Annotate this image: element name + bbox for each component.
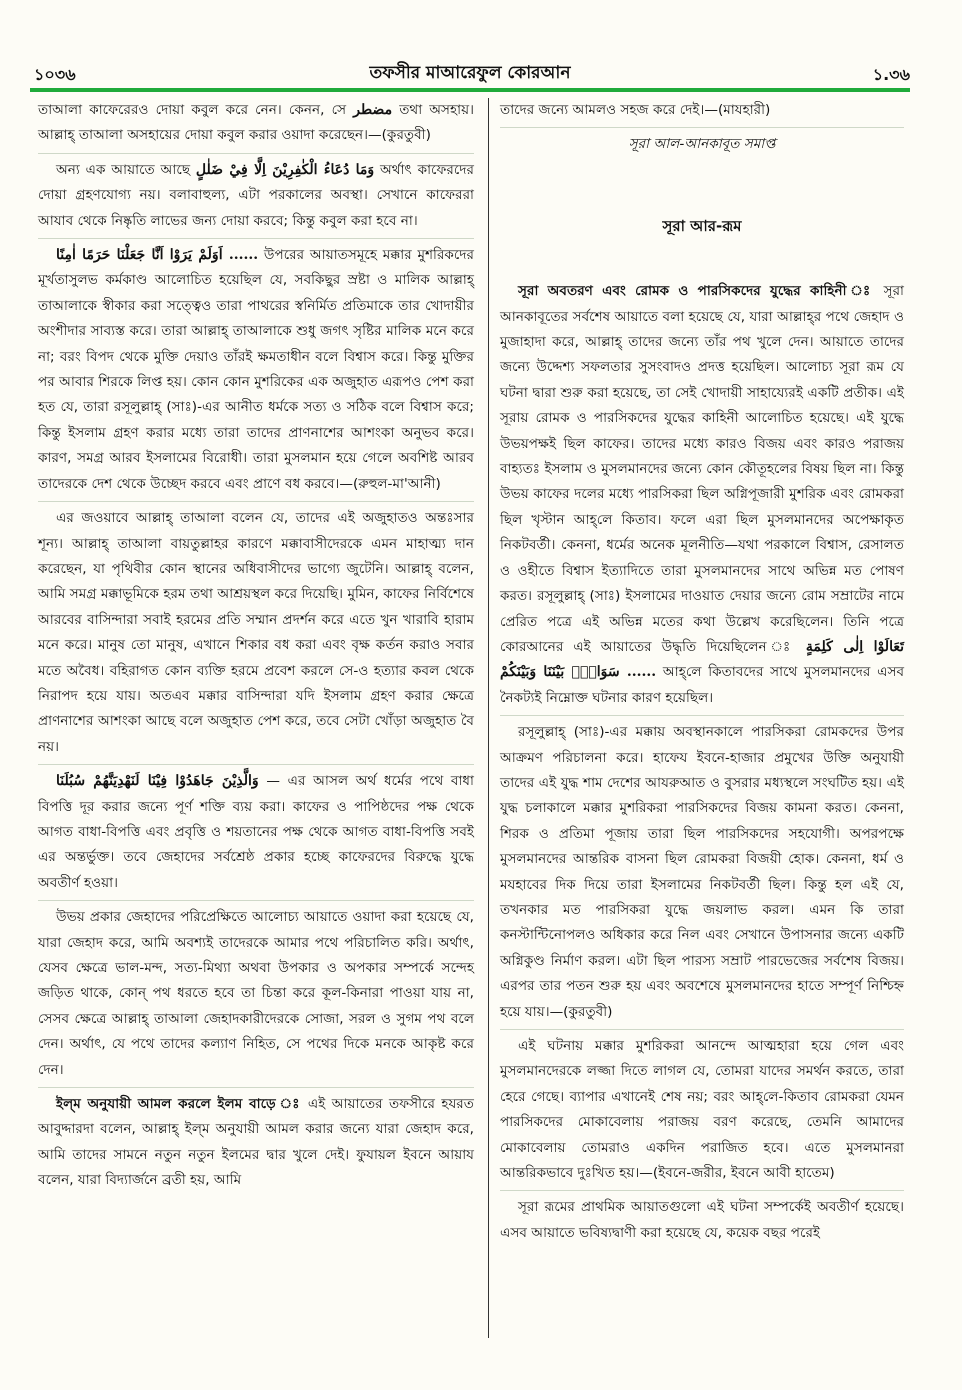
surah-title: সূরা আর-রূম: [662, 216, 742, 235]
text: অন্য এক আয়াতে আছে: [56, 161, 191, 178]
paragraph: [38, 905, 474, 1088]
book-title: তফসীর মাআরেফুল কোরআন: [369, 63, 571, 83]
text: তাআলা কাফেরেরও দোয়া কবুল করে নেন। কেনন, সে: [38, 102, 347, 118]
column-divider: [488, 98, 489, 1338]
text: এই আয়াতের তফসীরে হযরত আবুদ্দারদা বলেন, আল্লাহ্ ইল্‌ম অনুযায়ী আমল করার জন্যে যারা জেহাদ করে, আমি তাদের সামনে নতুন নতুন ইলমের দ্বার খুলে দেই। ফুযায়ল ইবনে আয়ায বলেন, যারা বিদ্যার্জনে ব্রতী হয়, আমি: [38, 1096, 474, 1189]
paragraph: [38, 1092, 474, 1198]
paragraph: [500, 279, 904, 716]
text: এর জওয়াবে আল্লাহ্ তাআলা বলেন যে, তাদের এই অজুহাতও অন্তঃসার শূন্য। আল্লাহ্ তাআলা বায়তুল্লাহর কারণে মক্কাবাসীদেরকে এমন মাহাত্ম্য দান করেছেন, যা পৃথিবীর কোন স্থানের অধিবাসীদের ভাগ্যে জুটেনি। আল্লাহ্ বলেন, আমি সমগ্র মক্কাভূমিকে হরম তথা আশ্রয়স্থল করে দিয়েছি। মুমিন, কাফের নির্বিশেষে আরবের বাসিন্দারা সবাই হরমের প্রতি সম্মান প্রদর্শন করে এতে খুন খারাবি হারাম মনে করে। মানুষ তো মানুষ, এখানে শিকার বধ করা এবং বৃক্ষ কর্তন করাও সবার মতে অবৈধ। বহিরাগত কোন ব্যক্তি হরমে প্রবেশ করলে সে-ও হত্যার কবল থেকে নিরাপদ হয়ে যায়। অতএব মক্কার বাসিন্দারা যদি ইসলাম গ্রহণ করার ক্ষেত্রে প্রাণনাশের আশংকা আছে বলে অজুহাত পেশ করে, তবে সেটা খোঁড়া অজুহাত বৈ নয়।: [38, 510, 474, 755]
paragraph: [38, 243, 474, 502]
text: এই ঘটনায় মক্কার মুশরিকরা আনন্দে আত্মহারা হয়ে গেল এবং মুসলমানদেরকে লজ্জা দিতে লাগল যে, তোমরা যাদের সমর্থন করতে, তারা হেরে গেছে। ব্যাপার এখানেই শেষ নয়; বরং আহ্‌লে-কিতাব রোমকরা যেমন পারসিকদের মোকাবেলায় পরাজয় বরণ করেছে, তেমনি আমাদের মোকাবেলায় তোমরাও একদিন পরাজিত হবে। এতে মুসলমানরা আন্তরিকভাবে দুঃখিত হয়।—(ইবনে-জরীর, ইবনে আবী হাতেম): [500, 1038, 904, 1182]
paragraph: [500, 720, 904, 1030]
paragraph: [38, 98, 474, 154]
page-header: [30, 60, 910, 86]
paragraph: [500, 1034, 904, 1191]
text: আহ্‌লে কিতাবদের সাথে মুসলমানদের এসব নৈকট্যই নিম্নোক্ত ঘটনার কারণ হয়েছিল।: [500, 664, 905, 706]
arabic-text: مضطر: [353, 102, 393, 118]
right-column: [500, 98, 904, 1254]
surah-end-note: সূরা আল-আনকাবূত সমাপ্ত: [628, 136, 776, 153]
text: উভয় প্রকার জেহাদের পরিপ্রেক্ষিতে আলোচ্য আয়াতে ওয়াদা করা হয়েছে যে, যারা জেহাদ করে, আমি অবশ্যই তাদেরকে আমার পথে পরিচালিত করি। অর্থাৎ, যেসব ক্ষেত্রে ভাল-মন্দ, সত্য-মিথ্যা অথবা উপকার ও অপকার সম্পর্কে সন্দেহ জড়িত থাকে, কোন্ পথ ধরতে হবে তা চিন্তা করে কূল-কিনারা পাওয়া যায় না, সেসব ক্ষেত্রে আল্লাহ্ তাআলা জেহাদকারীদেরকে সোজা, সরল ও সুগম পথ বলে দেন। অর্থাৎ, যে পথে তাদের কল্যাণ নিহিত, সে পথের দিকে মনকে আকৃষ্ট করে দেন।: [38, 909, 474, 1078]
paragraph: [38, 769, 474, 901]
arabic-text: تَعَالَوْا اِلٰى كَلِمَةٍ سَوَاءٍۢ بَيْنَنَا وَبَيْنَكُمْ ......: [500, 638, 904, 681]
header-rule: [30, 88, 910, 92]
text: রসূলুল্লাহ্ (সাঃ)-এর মক্কায় অবস্থানকালে পারসিকরা রোমকদের উপর আক্রমণ পরিচালনা করে। হাফেয ইবনে-হাজার প্রমুখের উক্তি অনুযায়ী তাদের এই যুদ্ধ শাম দেশের আযরুআত ও বুসরার মধ্যস্থলে সংঘটিত হয়। এই যুদ্ধ চলাকালে মক্কার মুশরিকরা পারসিকদের বিজয় কামনা করত। কেননা, শিরক ও প্রতিমা পূজায় তারা ছিল পারসিকদের সহযোগী। অপরপক্ষে মুসলমানদের আন্তরিক বাসনা ছিল রোমকরা বিজয়ী হোক। কেননা, ধর্ম ও মযহাবের দিক দিয়ে তারা ইসলামের নিকটবর্তী ছিল। কিন্তু হল এই যে, তখনকার মত পারসিকরা যুদ্ধে জয়লাভ করল। এমন কি তারা কনস্টান্টিনোপলও অধিকার করে নিল এবং সেখানে উপাসনার জন্যে একটি অগ্নিকুণ্ড নির্মাণ করল। এটা ছিল পারস্য সম্রাট পারভেজের সর্বশেষ বিজয়। এরপর তার পতন শুরু হয় এবং অবশেষে মুসলমানদের হাতে সম্পূর্ণ নিশ্চিহ্ন হয়ে যায়।—(কুরতুবী): [500, 724, 904, 1020]
text: অর্থাৎ কাফেরদের দোয়া গ্রহণযোগ্য নয়। বলাবাহুল্য, এটা পরকালের অবস্থা। সেখানে কাফেররা আযাব থেকে নিষ্কৃতি লাভের জন্য দোয়া করবে; কিন্তু কবুল করা হবে না।: [38, 161, 474, 229]
text: উপরের আয়াতসমূহে মক্কার মুশরিকদের মূর্খতাসুলভ কর্মকাণ্ড আলোচিত হয়েছিল যে, সবকিছুর স্রষ্টা ও মালিক আল্লাহ্ তাআলাকে স্বীকার করা সত্ত্বেও তারা পাথরের স্বনির্মিত প্রতিমাকে তার খোদায়ীর অংশীদার সাব্যস্ত করে। তারা আল্লাহ্ তাআলাকে শুধু জগৎ সৃষ্টির মালিক মনে করে না; বরং বিপদ থেকে মুক্তি দেয়াও তাঁরই ক্ষমতাধীন বলে বিশ্বাস করে। কিন্তু মুক্তির পর আবার শিরকে লিপ্ত হয়। কোন কোন মুশরিকের এক অজুহাত এরূপও পেশ করা হত যে, তারা রসূলুল্লাহ্ (সাঃ)-এর আনীত ধর্মকে সত্য ও সঠিক বলে বিশ্বাস করে; কিন্তু ইসলাম গ্রহণ করার মধ্যে তারা তাদের প্রাণনাশের আশংকা অনুভব করে। কারণ, সমগ্র আরব ইসলামের বিরোধী। তারা মুসলমান হয়ে গেলে অবশিষ্ট আরব তাদেরকে দেশ থেকে উচ্ছেদ করবে এবং প্রাণে বধ করবে।—(রুহুল-মা'আনী): [38, 247, 475, 492]
arabic-text: وَمَا دُعَاءُ الْكٰفِرِيْنَ اِلَّا فِيْ ضَلٰلٍ: [195, 161, 375, 178]
text: তথা অসহায়। আল্লাহ্ তাআলা অসহায়ের দোয়া কবুল করার ওয়াদা করেছেন।—(কুরতুবী): [38, 102, 474, 144]
arabic-text: وَالَّذِيْنَ جَاهَدُوْا فِيْنَا لَنَهْدِيَنَّهُمْ سُبُلَنَا: [56, 773, 259, 790]
paragraph: [38, 506, 474, 765]
left-column: [38, 98, 474, 1202]
text: তাদের জন্যে আমলও সহজ করে দেই।—(মাযহারী): [500, 102, 771, 118]
text: সূরা রূমের প্রাথমিক আয়াতগুলো এই ঘটনা সম্পর্কেই অবতীর্ণ হয়েছে। এসব আয়াতে ভবিষ্যদ্বাণী করা হয়েছে যে, কয়েক বছর পরেই: [500, 1199, 904, 1241]
page-number-left: ১০৩৬: [34, 65, 76, 84]
paragraph: [500, 1195, 904, 1250]
page-number-right: ১.৩৬: [872, 65, 910, 84]
paragraph: [38, 158, 474, 239]
text: সূরা আনকাবূতের সর্বশেষ আয়াতে বলা হয়েছে যে, যারা আল্লাহ্‌র পথে জেহাদ ও মুজাহাদা করে, আল্লাহ্ তাদের জন্যে তাঁর পথ খুলে দেন। আয়াতে তাদের জন্যে উদ্দেশ্য সফলতার সুসংবাদও প্রদত্ত হয়েছিল। আলোচ্য সূরা রূম যে ঘটনা দ্বারা শুরু করা হয়েছে, তা সেই খোদায়ী সাহায্যেরই একটি প্রতীক। এই সূরায় রোমক ও পারসিকদের যুদ্ধের কাহিনী আলোচিত হয়েছে। এই যুদ্ধে উভয়পক্ষই ছিল কাফের। তাদের মধ্যে কারও বিজয় এবং কারও পরাজয় বাহ্যতঃ ইসলাম ও মুসলমানদের জন্যে কোন কৌতূহলের বিষয় ছিল না। কিন্তু উভয় কাফের দলের মধ্যে পারসিকরা ছিল অগ্নিপূজারী মুশরিক এবং রোমকরা ছিল খৃস্টান আহ্‌লে কিতাব। ফলে এরা ছিল মুসলমানদের অপেক্ষাকৃত নিকটবর্তী। কেননা, ধর্মের অনেক মূলনীতি—যথা পরকালে বিশ্বাস, রেসালত ও ওহীতে বিশ্বাস ইত্যাদিতে তারা মুসলমানদের সাথে অভিন্ন মত পোষণ করত। রসূলুল্লাহ্ (সাঃ) ইসলামের দাওয়াত দেয়ার জন্যে রোম সম্রাটের নামে প্রেরিত পত্রে এই অভিন্ন মতের কথা উল্লেখ করেছিলেন। তিনি পত্রে কোরআনের এই আয়াতের উদ্ধৃতি দিয়েছিলেন ঃ: [500, 283, 904, 655]
subheading: সূরা অবতরণ এবং রোমক ও পারসিকদের যুদ্ধের কাহিনী ঃ: [518, 283, 875, 300]
paragraph: [500, 98, 904, 128]
text: — এর আসল অর্থ ধর্মের পথে বাধা বিপত্তি দূর করার জন্যে পূর্ণ শক্তি ব্যয় করা। কাফের ও পাপিষ্ঠদের পক্ষ থেকে আগত বাধা-বিপত্তি এবং প্রবৃত্তি ও শয়তানের পক্ষ থেকে আগত বাধা-বিপত্তি সবই এর অন্তর্ভুক্ত। তবে জেহাদের সর্বশ্রেষ্ঠ প্রকার হচ্ছে কাফেরদের বিরুদ্ধে যুদ্ধে অবতীর্ণ হওয়া।: [38, 773, 474, 891]
subheading: ইল্‌ম অনুযায়ী আমল করলে ইলম বাড়ে ঃ: [56, 1096, 302, 1113]
arabic-text: اَوَلَمْ يَرَوْا اَنَّا جَعَلْنَا حَرَمًا اٰمِنًا ......: [56, 247, 259, 264]
